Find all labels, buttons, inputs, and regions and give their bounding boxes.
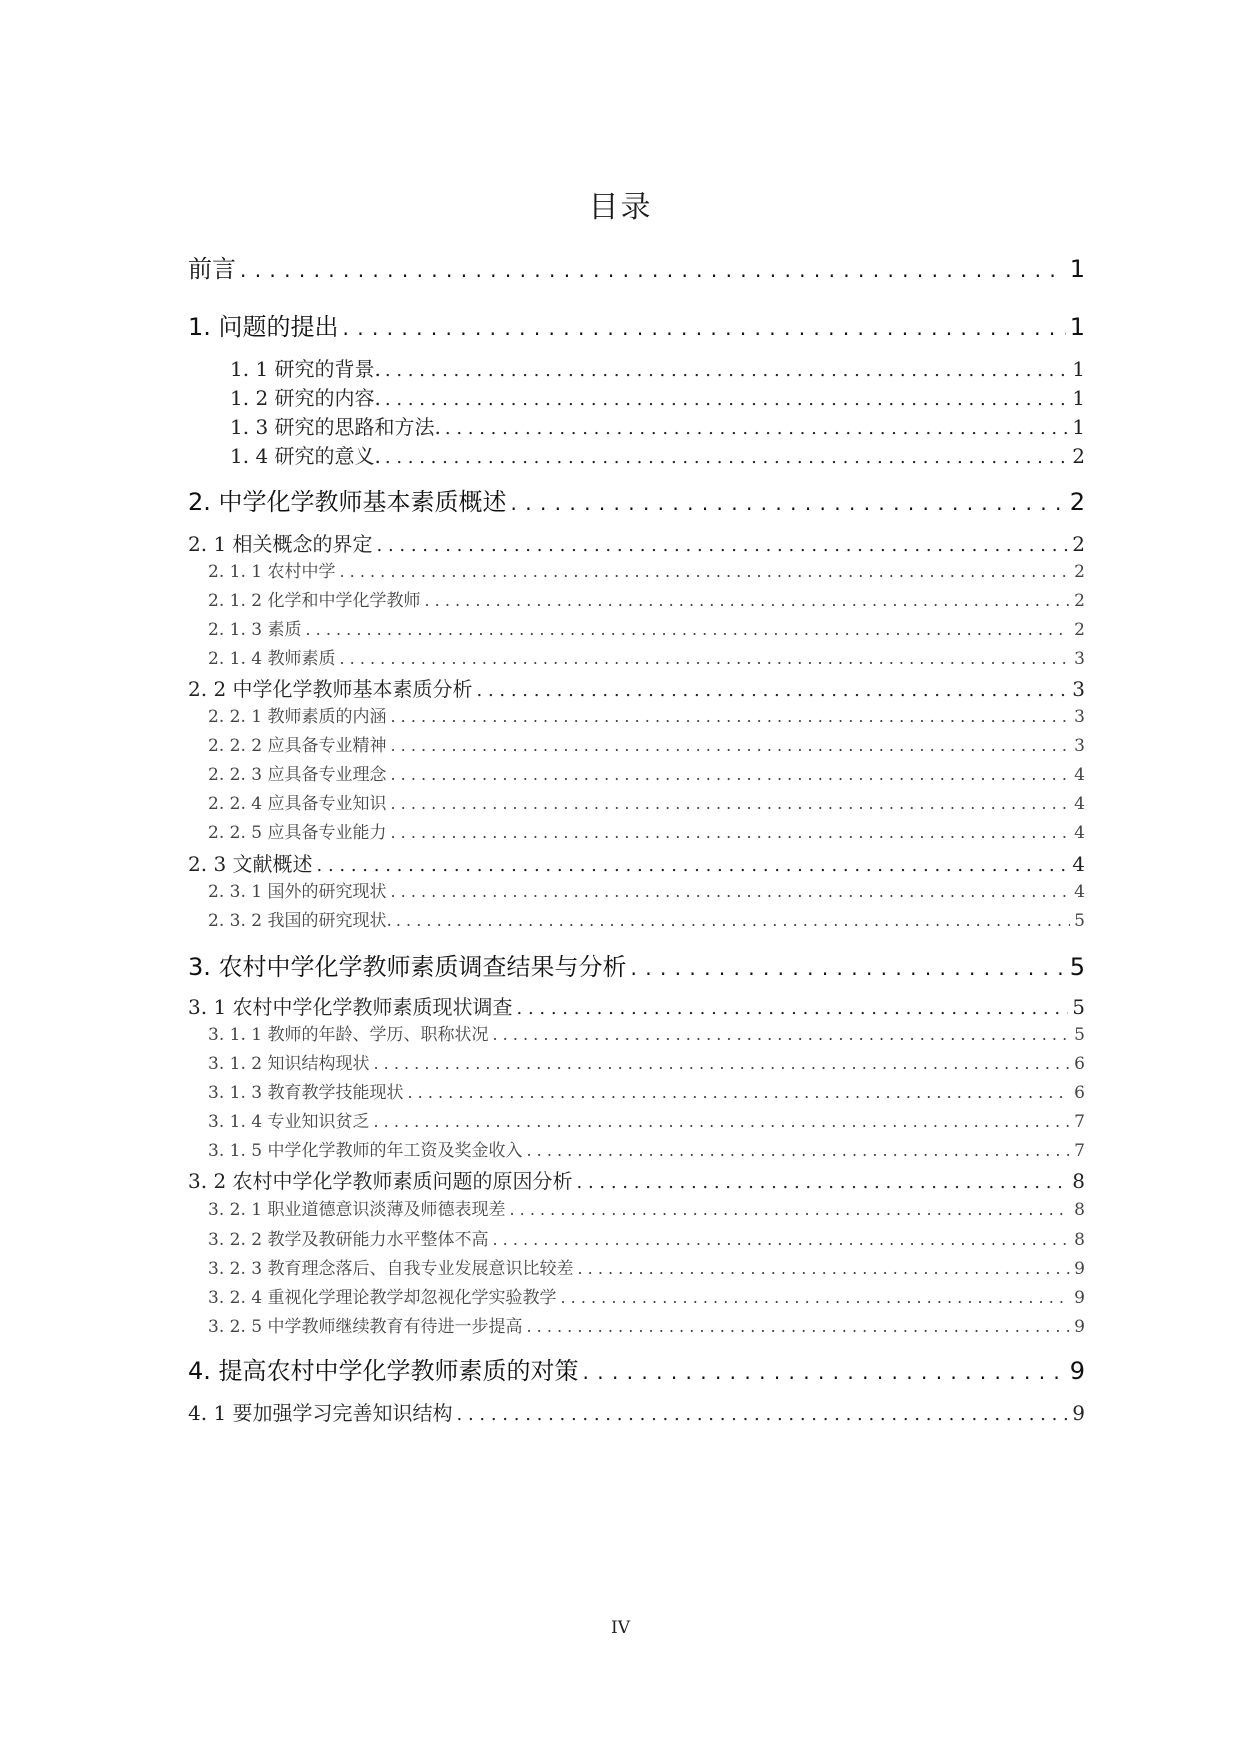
- toc-entry-page-number: 2: [1074, 620, 1085, 640]
- toc-entry[interactable]: [188, 310, 1085, 344]
- dot-leader: [390, 703, 1070, 731]
- dot-leader: [511, 486, 1066, 520]
- toc-entry-label: 3. 1 农村中学化学教师素质现状调查: [188, 995, 513, 1019]
- dot-leader: [526, 1137, 1070, 1165]
- toc-entry-label: 2. 1. 4 教师素质: [208, 649, 336, 669]
- toc-entry-page-number: 4: [1074, 794, 1085, 814]
- dot-leader: [240, 253, 1066, 287]
- dot-leader: [407, 1079, 1070, 1107]
- dot-leader: [385, 443, 1068, 473]
- toc-entry-page-number: 3: [1074, 736, 1085, 756]
- dot-leader: [457, 1400, 1069, 1430]
- toc-entry-page-number: 6: [1074, 1054, 1085, 1074]
- toc-entry-label: 2. 2. 2 应具备专业精神: [208, 736, 387, 756]
- dot-leader: [577, 1255, 1070, 1283]
- toc-entry-page-number: 1: [1072, 386, 1085, 410]
- toc-entry-label: 3. 1. 3 教育教学技能现状: [208, 1083, 404, 1103]
- toc-entry-page-number: 3: [1072, 677, 1085, 701]
- toc-entry[interactable]: [208, 1226, 1085, 1254]
- toc-entry[interactable]: [208, 761, 1085, 789]
- dot-leader: [385, 356, 1068, 386]
- toc-entry[interactable]: [208, 1313, 1085, 1341]
- toc-entry[interactable]: [188, 992, 1085, 1022]
- dot-leader: [583, 1355, 1066, 1389]
- toc-entry-label: 2. 2. 1 教师素质的内涵: [208, 707, 387, 727]
- toc-entry[interactable]: [188, 1398, 1085, 1428]
- toc-entry[interactable]: [208, 1255, 1085, 1283]
- toc-entry-page-number: 7: [1074, 1112, 1085, 1132]
- dot-leader: [526, 1313, 1070, 1341]
- dot-leader: [339, 558, 1070, 586]
- toc-entry-label: 前言: [188, 255, 236, 283]
- toc-entry-page-number: 7: [1074, 1141, 1085, 1161]
- toc-entry-page-number: 6: [1074, 1083, 1085, 1103]
- toc-entry-label: 3. 2. 2 教学及教研能力水平整体不高: [208, 1230, 489, 1250]
- toc-entry[interactable]: [208, 616, 1085, 644]
- toc-entry-page-number: 2: [1072, 532, 1085, 556]
- toc-entry[interactable]: [208, 1050, 1085, 1078]
- dot-leader: [390, 790, 1070, 818]
- toc-entry-label: 2. 1. 3 素质: [208, 620, 302, 640]
- toc-entry-page-number: 8: [1074, 1200, 1085, 1220]
- toc-entry[interactable]: [208, 1196, 1085, 1224]
- toc-entry-label: 1. 3 研究的思路和方法.: [230, 415, 441, 439]
- toc-entry-label: 3. 1. 4 专业知识贫乏: [208, 1112, 370, 1132]
- toc-entry[interactable]: [208, 790, 1085, 818]
- toc-entry[interactable]: [188, 529, 1085, 559]
- toc-entry[interactable]: [188, 1354, 1085, 1388]
- toc-entry-page-number: 1: [1072, 357, 1085, 381]
- toc-entry[interactable]: [188, 674, 1085, 704]
- toc-entry-label: 2. 2 中学化学教师基本素质分析: [188, 677, 473, 701]
- toc-entry-page-number: 1: [1069, 255, 1085, 283]
- dot-leader: [390, 878, 1070, 906]
- toc-entry-page-number: 9: [1069, 1357, 1085, 1385]
- toc-entry[interactable]: [208, 1284, 1085, 1312]
- toc-entry-page-number: 5: [1069, 953, 1085, 981]
- toc-entry-label: 1. 问题的提出: [188, 313, 339, 341]
- toc-entry[interactable]: [230, 383, 1085, 413]
- toc-entry-label: 2. 2. 5 应具备专业能力: [208, 823, 387, 843]
- toc-entry-page-number: 9: [1074, 1317, 1085, 1337]
- toc-entry[interactable]: [230, 354, 1085, 384]
- toc-entry-label: 3. 2. 5 中学教师继续教育有待进一步提高: [208, 1317, 523, 1337]
- toc-entry-label: 1. 2 研究的内容.: [230, 386, 381, 410]
- dot-leader: [560, 1284, 1070, 1312]
- toc-entry-label: 3. 2. 4 重视化学理论教学却忽视化学实验教学: [208, 1288, 557, 1308]
- dot-leader: [477, 676, 1069, 706]
- dot-leader: [492, 1226, 1070, 1254]
- toc-entry[interactable]: [208, 587, 1085, 615]
- toc-entry-page-number: 1: [1072, 415, 1085, 439]
- toc-entry-page-number: 3: [1074, 707, 1085, 727]
- toc-entry-label: 2. 3 文献概述: [188, 852, 313, 876]
- dot-leader: [390, 761, 1070, 789]
- toc-entry-label: 2. 1. 2 化学和中学化学教师: [208, 591, 421, 611]
- toc-entry-label: 3. 2. 1 职业道德意识淡薄及师德表现差: [208, 1200, 506, 1220]
- toc-entry-label: 2. 2. 3 应具备专业理念: [208, 765, 387, 785]
- toc-entry-page-number: 9: [1074, 1288, 1085, 1308]
- toc-entry[interactable]: [188, 849, 1085, 879]
- dot-leader: [343, 311, 1066, 345]
- dot-leader: [445, 414, 1068, 444]
- toc-entry[interactable]: [208, 703, 1085, 731]
- toc-entry-label: 3. 2 农村中学化学教师素质问题的原因分析: [188, 1169, 573, 1193]
- dot-leader: [492, 1021, 1070, 1049]
- toc-entry[interactable]: [208, 1108, 1085, 1136]
- toc-entry[interactable]: [188, 252, 1085, 286]
- toc-entry-page-number: 8: [1072, 1169, 1085, 1193]
- dot-leader: [317, 851, 1069, 881]
- toc-entry-label: 2. 1 相关概念的界定: [188, 532, 373, 556]
- toc-entry-page-number: 5: [1074, 911, 1085, 931]
- dot-leader: [577, 1168, 1069, 1198]
- toc-entry[interactable]: [208, 907, 1085, 935]
- toc-entry-label: 2. 3. 1 国外的研究现状: [208, 882, 387, 902]
- dot-leader: [305, 616, 1070, 644]
- toc-entry[interactable]: [208, 732, 1085, 760]
- dot-leader: [396, 907, 1070, 935]
- toc-entry-label: 3. 1. 2 知识结构现状: [208, 1054, 370, 1074]
- toc-entry-page-number: 3: [1074, 649, 1085, 669]
- dot-leader: [509, 1196, 1070, 1224]
- toc-entry-page-number: 1: [1069, 313, 1085, 341]
- toc-entry[interactable]: [230, 441, 1085, 471]
- toc-entry[interactable]: [208, 558, 1085, 586]
- dot-leader: [631, 951, 1066, 985]
- dot-leader: [424, 587, 1070, 615]
- toc-entry-page-number: 4: [1072, 852, 1085, 876]
- toc-entry-page-number: 5: [1074, 1025, 1085, 1045]
- toc-entry[interactable]: [208, 1137, 1085, 1165]
- toc-entry[interactable]: [230, 412, 1085, 442]
- toc-entry-label: 4. 提高农村中学化学教师素质的对策: [188, 1357, 579, 1385]
- toc-entry-label: 2. 3. 2 我国的研究现状.: [208, 911, 392, 931]
- toc-entry[interactable]: [188, 950, 1085, 984]
- toc-entry-label: 1. 1 研究的背景.: [230, 357, 381, 381]
- toc-entry-page-number: 9: [1072, 1401, 1085, 1425]
- toc-entry-label: 3. 2. 3 教育理念落后、自我专业发展意识比较差: [208, 1259, 574, 1279]
- toc-entry-label: 3. 1. 5 中学化学教师的年工资及奖金收入: [208, 1141, 523, 1161]
- toc-entry-page-number: 4: [1074, 823, 1085, 843]
- toc-entry-page-number: 2: [1074, 562, 1085, 582]
- toc-entry[interactable]: [188, 485, 1085, 519]
- toc-entry-label: 2. 2. 4 应具备专业知识: [208, 794, 387, 814]
- toc-entry-page-number: 2: [1069, 488, 1085, 516]
- toc-entry[interactable]: [208, 819, 1085, 847]
- toc-entry[interactable]: [188, 1166, 1085, 1196]
- toc-entry-label: 3. 1. 1 教师的年龄、学历、职称状况: [208, 1025, 489, 1045]
- dot-leader: [517, 994, 1069, 1024]
- toc-entry-label: 4. 1 要加强学习完善知识结构: [188, 1401, 453, 1425]
- toc-entry-label: 2. 1. 1 农村中学: [208, 562, 336, 582]
- toc-entry-label: 1. 4 研究的意义.: [230, 444, 381, 468]
- dot-leader: [339, 645, 1070, 673]
- toc-entry-label: 2. 中学化学教师基本素质概述: [188, 488, 507, 516]
- dot-leader: [385, 385, 1068, 415]
- dot-leader: [373, 1108, 1070, 1136]
- toc-entry-page-number: 2: [1074, 591, 1085, 611]
- toc-entry[interactable]: [208, 1079, 1085, 1107]
- dot-leader: [373, 1050, 1070, 1078]
- toc-entry-page-number: 9: [1074, 1259, 1085, 1279]
- page-number: IV: [611, 1618, 630, 1638]
- toc-entry-page-number: 4: [1074, 765, 1085, 785]
- toc-entry-page-number: 5: [1072, 995, 1085, 1019]
- toc-entry[interactable]: [208, 1021, 1085, 1049]
- toc-entry-page-number: 8: [1074, 1230, 1085, 1250]
- toc-entry-label: 3. 农村中学化学教师素质调查结果与分析: [188, 953, 627, 981]
- dot-leader: [377, 531, 1069, 561]
- dot-leader: [390, 819, 1070, 847]
- dot-leader: [390, 732, 1070, 760]
- toc-entry-page-number: 4: [1074, 882, 1085, 902]
- toc-entry[interactable]: [208, 878, 1085, 906]
- toc-title: 目录: [588, 190, 653, 225]
- toc-entry-page-number: 2: [1072, 444, 1085, 468]
- toc-entry[interactable]: [208, 645, 1085, 673]
